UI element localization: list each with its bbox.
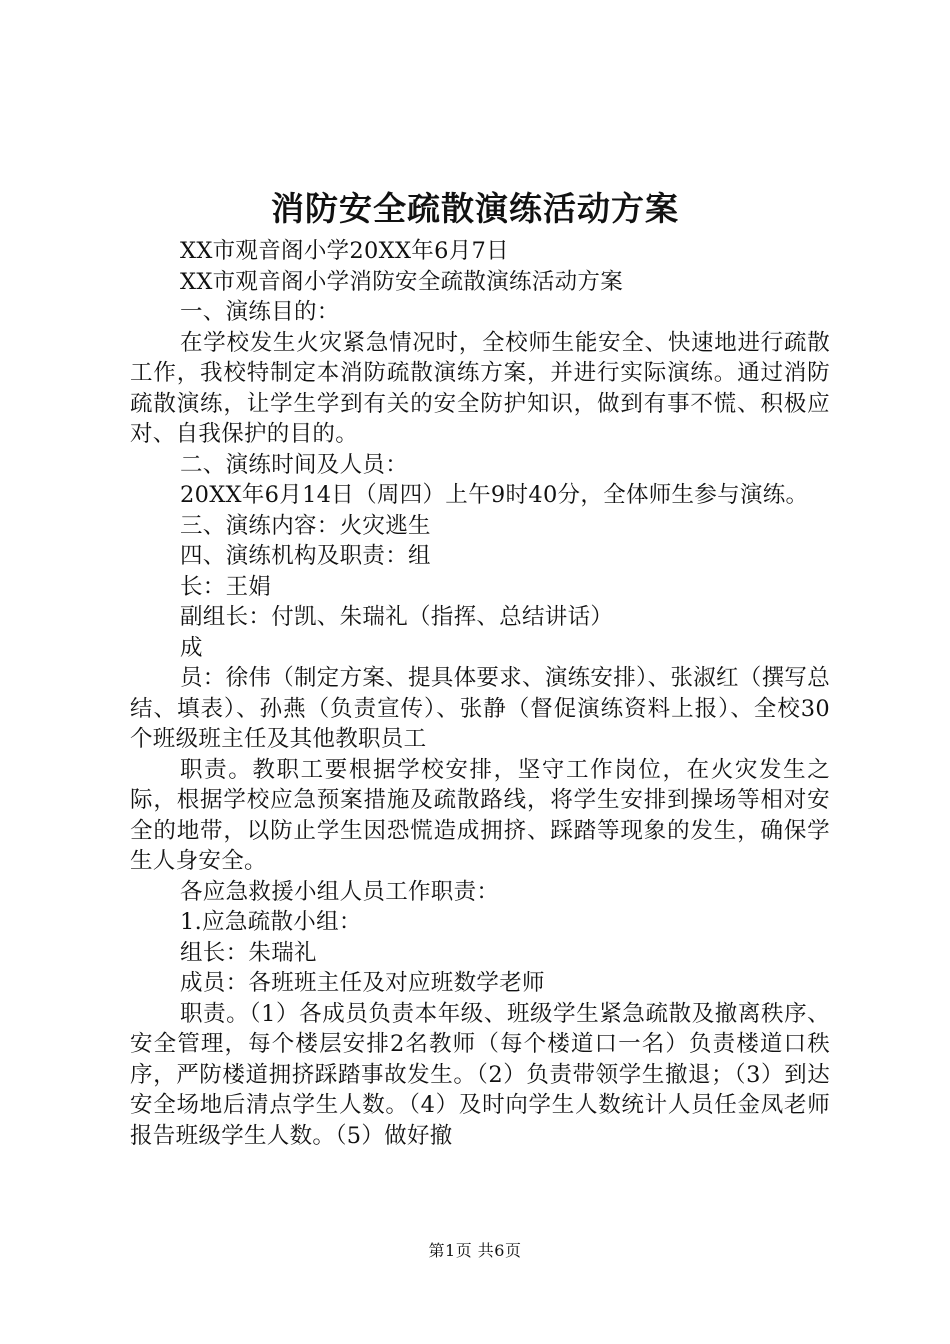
paragraph-time-personnel: 20XX年6月14日（周四）上午9时40分，全体师生参与演练。 — [180, 482, 809, 508]
heading-drill-purpose: 一、演练目的： — [180, 299, 340, 325]
heading-rescue-groups: 各应急救援小组人员工作职责： — [180, 878, 500, 905]
document-title: 消防安全疏散演练活动方案 — [271, 189, 679, 228]
page-footer: 第1页 共6页 — [428, 1241, 522, 1260]
heading-time-personnel: 二、演练时间及人员： — [180, 451, 409, 478]
paragraph-plan-name: XX市观音阁小学消防安全疏散演练活动方案 — [180, 268, 624, 295]
paragraph-drill-purpose: 在学校发生火灾紧急情况时，全校师生能安全、快速地进行疏散工作，我校特制定本消防疏散演练方案，并进行实际演练。通过消防疏散演练，让学生学到有关的安全防护知识，做到有事不慌、积极应对、自我保护的目的。 — [130, 329, 830, 447]
paragraph-date-line: XX市观音阁小学20XX年6月7日 — [180, 238, 509, 264]
heading-drill-content: 三、演练内容：火灾逃生 — [180, 512, 431, 539]
paragraph-members: 员：徐伟（制定方案、提具体要求、演练安排）、张淑红（撰写总结、填表）、孙燕（负责宣传）、张静（督促演练资料上报）、全校30个班级班主任及其他教职员工 — [130, 665, 830, 752]
paragraph-deputy-leader: 副组长：付凯、朱瑞礼（指挥、总结讲话） — [180, 604, 614, 630]
paragraph-member-prefix: 成 — [180, 634, 203, 661]
paragraph-evacuation-members: 成员：各班班主任及对应班数学老师 — [180, 970, 545, 996]
heading-evacuation-group: 1.应急疏散小组： — [180, 909, 362, 935]
paragraph-evacuation-leader: 组长：朱瑞礼 — [180, 939, 317, 966]
paragraph-group-leader: 长：王娟 — [180, 573, 272, 600]
paragraph-duties: 职责。教职工要根据学校安排，坚守工作岗位，在火灾发生之际，根据学校应急预案措施及疏散路线，将学生安排到操场等相对安全的地带，以防止学生因恐慌造成拥挤、踩踏等现象的发生，确保学生人身安全。 — [130, 756, 830, 874]
paragraph-evacuation-duties: 职责。（1）各成员负责本年级、班级学生紧急疏散及撤离秩序、安全管理，每个楼层安排2名教师（每个楼道口一名）负责楼道口秩序，严防楼道拥挤踩踏事故发生。（2）负责带领学生撤退；（3）到达安全场地后清点学生人数。（4）及时向学生人数统计人员任金凤老师报告班级学生人数。（5）做好撤 — [130, 1000, 830, 1149]
document-body — [130, 236, 830, 1151]
heading-organization: 四、演练机构及职责：组 — [180, 543, 431, 569]
